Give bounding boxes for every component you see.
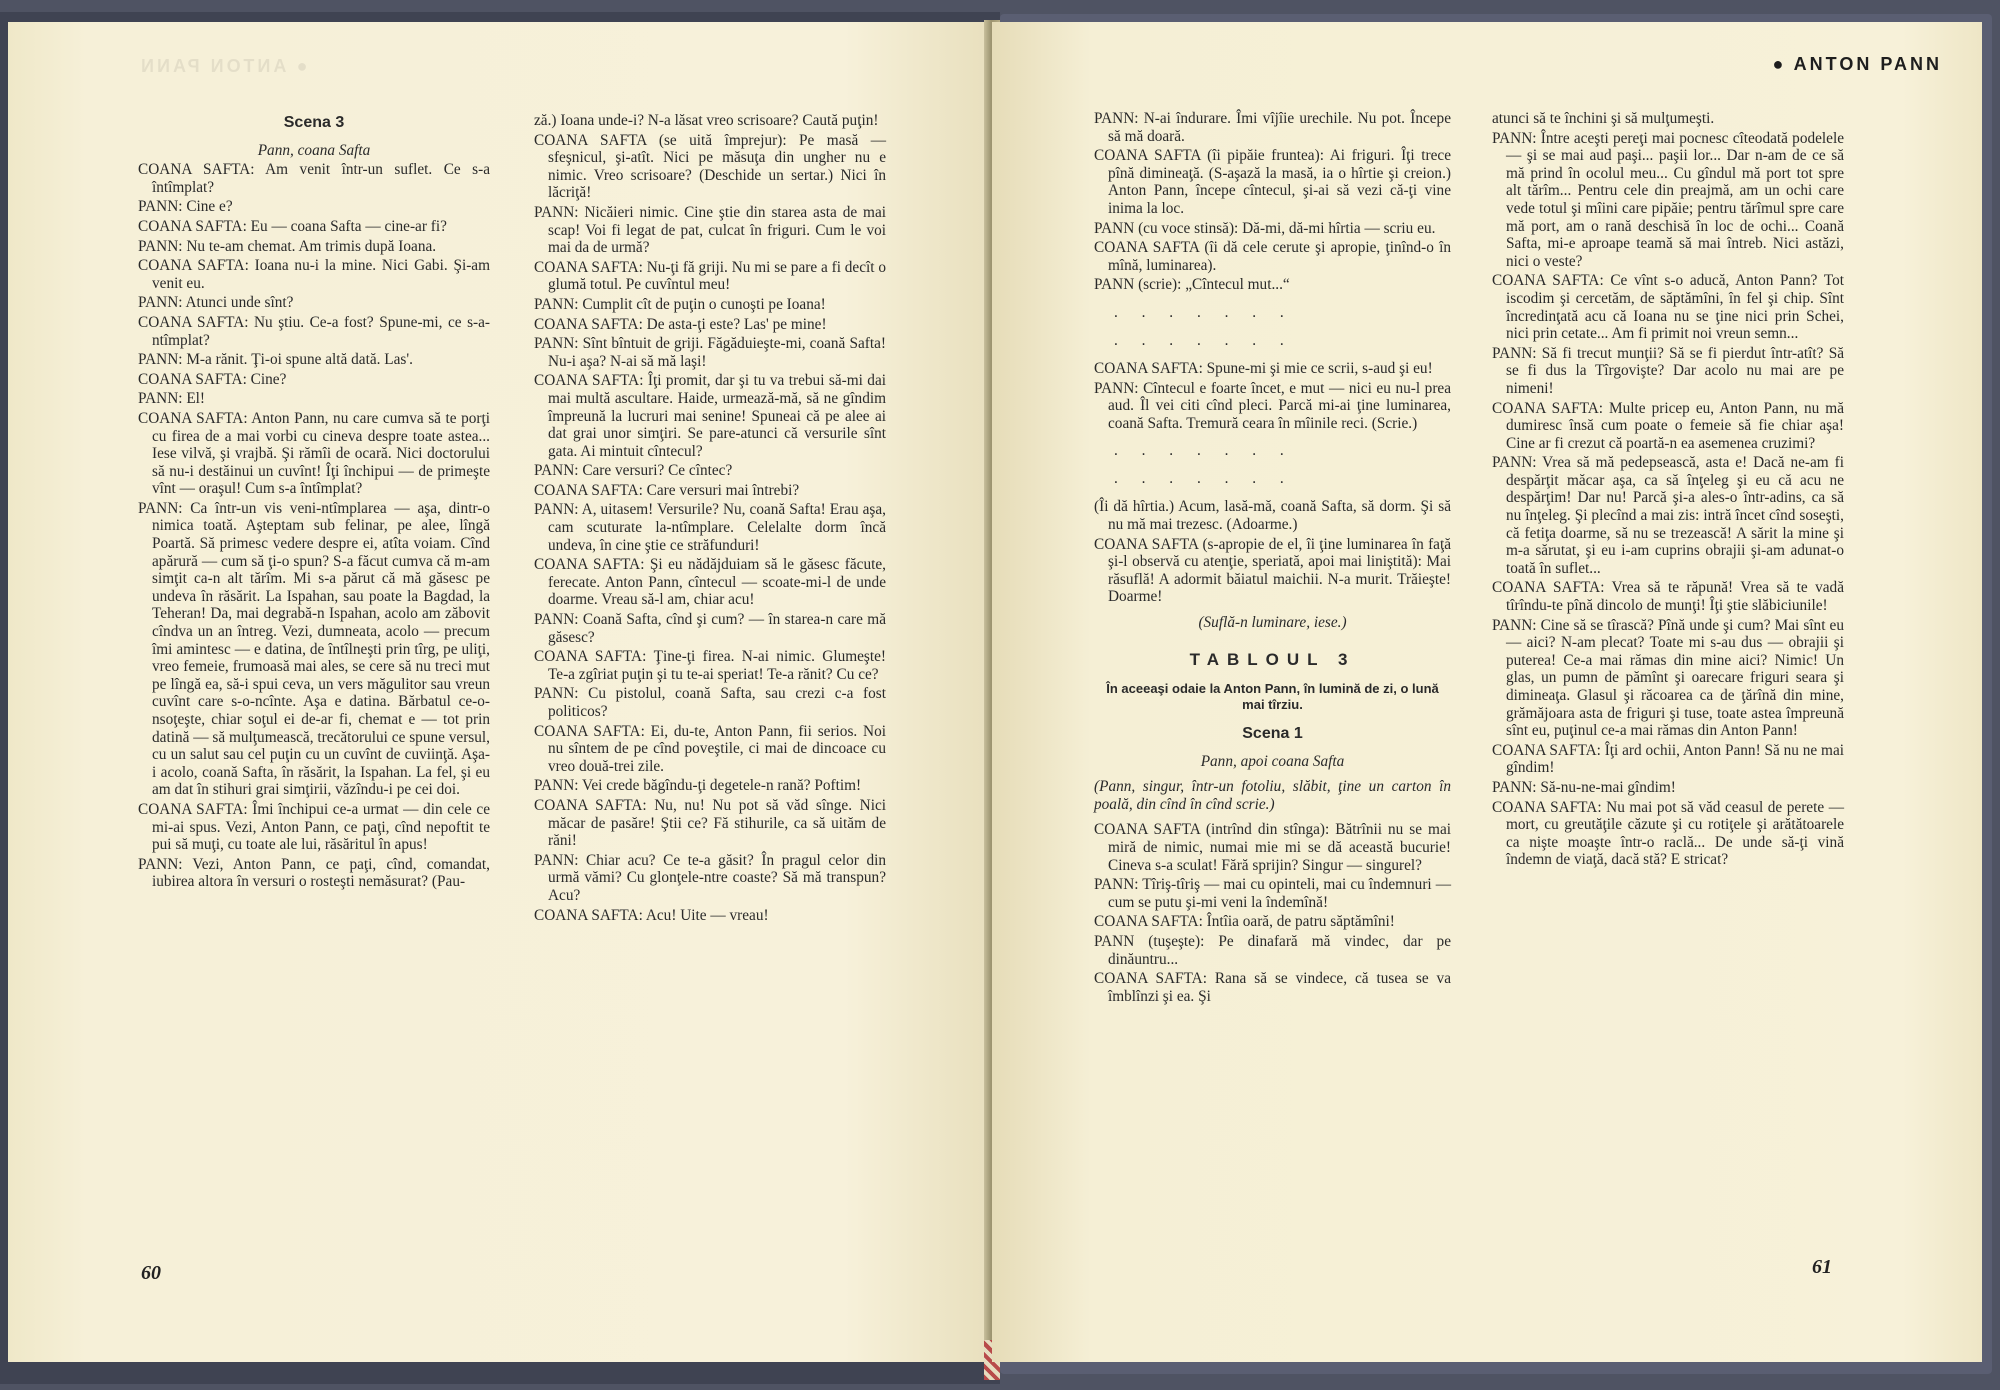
scene-heading: Scena 3 xyxy=(283,114,345,131)
dialogue-line: PANN (cu voce stinsă): Dă-mi, dă-mi hîrtia — scriu eu. xyxy=(1094,219,1436,237)
dialogue-line: PANN (scrie): „Cîntecul mut...“ xyxy=(1094,276,1290,294)
ellipsis-row: . . . . . . . xyxy=(1114,470,1294,488)
dialogue-line: PANN: Vrea să mă pedepsească, asta e! Dacă ne-am fi despărţit măcar aşa, ca să înţeleg şi eu că acu ne despărţim! Dar nu! Parcă şi-a ales-o într-adins, ca să nu înţeleg. Şi plecînd a mai zis: intră încet cînd soseşti, că fetiţa doarme, să nu se trezească! A sărit la mine şi m-a sărutat, şi eu i-am cuprins obrajii şi-am adunat-o toată în suflet... xyxy=(1492,454,1844,577)
dialogue-line: COANA SAFTA: Care versuri mai întrebi? xyxy=(534,481,800,499)
dialogue-line: COANA SAFTA: Spune-mi şi mie ce scrii, s-aud şi eu! xyxy=(1094,359,1433,377)
left-page xyxy=(8,22,992,1362)
dialogue-line: COANA SAFTA: Ţine-ţi firea. N-ai nimic. Glumeşte! Te-a zgîriat puţin şi tu te-ai speriat! Te-a rănit? Cu ce? xyxy=(534,648,886,683)
dialogue-line: COANA SAFTA: Am venit într-un suflet. Ce s-a întîmplat? xyxy=(138,161,490,196)
dialogue-line: COANA SAFTA (îi pipăie fruntea): Ai friguri. Îţi trece pînă dimineaţă. (S-aşază la masă, ia o hîrtie şi creion.) Anton Pann, începe cîntecul, şi-ai să vezi că-ţi vine inima la loc. xyxy=(1094,147,1451,217)
dialogue-line: COANA SAFTA: Îţi promit, dar şi tu va trebui să-mi dai mai multă ascultare. Haide, urmează-mă, să ne gîndim împreună la lucruri mai senine! Spuneai că pe alee ai dat grai unor simţiri. Se pare-atunci că versurile sînt gata. Ai mintuit cîntecul? xyxy=(534,372,886,460)
dialogue-line: atunci să te închini şi să mulţumeşti. xyxy=(1492,110,1715,127)
dialogue-line: COANA SAFTA: Nu mai pot să văd ceasul de perete — mort, cu greutăţile căzute şi cu rotiţele şi arătătoarele ca nişte moaşte într-o raclă... De unde să-ţi vină îndemn de viaţă, dacă stă? E stricat? xyxy=(1492,798,1844,869)
dialogue-line: COANA SAFTA: Multe pricep eu, Anton Pann, nu mă dumiresc însă cum poate o femeie să fie chiar aşa! Cine ar fi crezut că poartă-n ea asemenea cruzimi? xyxy=(1492,399,1844,452)
dialogue-line: COANA SAFTA: Ioana nu-i la mine. Nici Gabi. Şi-am venit eu. xyxy=(138,257,490,292)
dialogue-line: COANA SAFTA: Îmi închipui ce-a urmat — din cele ce mi-ai spus. Vezi, Anton Pann, ce paţi, cînd nepoftit te pui să muţi, cu toate ale lui, răsăritul în apus! xyxy=(138,800,490,854)
dialogue-line: PANN: Sînt bîntuit de griji. Făgăduieşte-mi, coană Safta! Nu-i aşa? N-ai să mă laşi! xyxy=(534,335,886,370)
scene-heading: Scena 1 xyxy=(1242,725,1303,743)
dialogue-line: PANN: Atunci unde sînt? xyxy=(138,294,294,312)
bleed-through-text: ● ANTON PANN xyxy=(138,56,308,76)
dialogue-line: PANN: Cumplit cît de puţin o cunoşti pe Ioana! xyxy=(534,295,826,313)
dialogue-line: PANN: Cîntecul e foarte încet, e mut — nici eu nu-l prea aud. Îl vei citi cînd pleci. Parcă mi-ai ţine luminarea, coană Safta. Tremură ceara în mîinile reci. (Scrie.) xyxy=(1094,379,1451,432)
dialogue-line: COANA SAFTA: Anton Pann, nu care cumva să te porţi cu firea de a mai vorbi cu cineva despre toate astea... Iese vilvă, şi vrajbă. Şi rămîi de ocară. Nici doctorului să nu-i destăinui un cuvînt! Îţi închipui — de primeşte vînt — oraşul! Cum s-a întîmplat? xyxy=(138,409,490,498)
left-page-column-2 xyxy=(534,112,886,926)
dialogue-line: COANA SAFTA: Nu ştiu. Ce-a fost? Spune-mi, ce s-a-ntîmplat? xyxy=(138,313,490,349)
ellipsis-row: . . . . . . . xyxy=(1114,331,1294,349)
ellipsis-row: . . . . . . . xyxy=(1114,303,1294,321)
dialogue-line: PANN: Între aceşti pereţi mai pocnesc cîteodată podelele — şi se mai aud paşi... paşii lor... Dar n-am de ce să mă prind în ocolul meu... Cu gîndul mă port tot spre alt tărîm... Pentru cele din preajmă, am un ochi care vede totul şi mîini care pipăie; pentru tărîmul spre care mă port, am o rană deschisă în loc de ochi... Coană Safta, mi-e aproape teamă să mai întreb. Nici astăzi, nici o veste? xyxy=(1492,129,1844,270)
dialogue-line: PANN: Ca într-un vis veni-ntîmplarea — aşa, dintr-o nimica toată. Aşteptam sub felinar, pe alee, lîngă Poartă. Să primesc vedere despre ei, atîta voiam. Cînd apărură — cum să ţi-o spun? S-a făcut cumva că m-am simţit ca-n alt tărîm. Mi s-a părut că mă găsesc pe undeva în răsărit. La Ispahan, sau poate la Bagdad, la Teheran! Da, mai degrabă-n Ispahan, acolo am zăbovit cîndva un an întreg. Vezi, dumneata, acolo — precum îmi amintesc — e datina, de întîlneşti prin tîrg, pe uliţi, vreo femeie, frumoasă mai ales, se cere să nu treci mut pe lîngă ea, să-i spui ceva, un vers măgulitor sau vreun cuvînt care s-o-ncînte. Aşa e datina. Bărbatul ce-o-nsoţeşte, chiar soţul ei de-ar fi, chemat e — tot prin datină — să mulţumească, trecătorului ce spune versul, cu un salut sau cel puţin cu un cuvînt de cuviinţă. Aşa-i acolo, coană Safta, în răsărit, la Ispahan. La fel, şi eu am dat în stihuri grai simţirii, văzîndu-i pe cei doi. xyxy=(138,499,490,799)
dialogue-line: PANN: Vezi, Anton Pann, ce paţi, cînd, comandat, iubirea altora în versuri o rosteşti nemăsurat? (Pau- xyxy=(138,855,490,891)
dialogue-line: COANA SAFTA: Nu-ţi fă griji. Nu mi se pare a fi decît o glumă totul. Pe cuvîntul meu! xyxy=(534,258,886,294)
stage-direction: (Pann, singur, într-un fotoliu, slăbit, ţine un carton în poală, din cînd în cînd scrie.) xyxy=(1094,778,1451,813)
dialogue-line: COANA SAFTA (se uită împrejur): Pe masă — sfeşnicul, şi-atît. Nici pe măsuţa din ungher nu e nimic. Vreo scrisoare? (Deschide un sertar.) Nici în lăcriţă! xyxy=(534,131,886,202)
dialogue-line: COANA SAFTA: De asta-ţi este? Las' pe mine! xyxy=(534,315,827,333)
left-page-column-1 xyxy=(138,114,490,893)
dialogue-line: PANN: Să fi trecut munţii? Să se fi pierdut într-atît? Să se fi dus la Tîrgovişte? Dar acolo nu mai are pe nimeni! xyxy=(1492,344,1844,397)
ellipsis-row: . . . . . . . xyxy=(1114,442,1294,460)
dialogue-line: COANA SAFTA: Ei, du-te, Anton Pann, fii serios. Noi nu sîntem de pe cînd poveştile, ci mai de dincoace cu vreo două-trei zile. xyxy=(534,722,886,775)
dialogue-line: COANA SAFTA: Rana să se vindece, că tusea se va îmblînzi şi ea. Şi xyxy=(1094,970,1451,1005)
dialogue-line: PANN: Să-nu-ne-mai gîndim! xyxy=(1492,778,1676,796)
running-head: ● ANTON PANN xyxy=(1772,54,1942,74)
dialogue-line: COANA SAFTA: Ce vînt s-o aducă, Anton Pann? Tot iscodim şi cercetăm, de săptămîni, în fel şi chip. Sînt încredinţată acu că Ioana nu se ţine nici prin Schei, nici prin cetate... Am fi primit noi vreun semn... xyxy=(1492,272,1844,343)
dialogue-line: PANN: Cine să se tîrască? Pînă unde şi cum? Mai sînt eu — aici? N-am plecat? Toate mi s-au dus — obrajii şi puterea! Ce-a mai rămas din mine aici? Nimic! Un glas, un pumn de pămînt şi oarecare friguri seara şi dimineaţa. Glasul şi răcoarea ca de ţărînă din mine, grămăjoara asta de friguri şi tuse, toate astea împreună sînt eu, puţinul ce-a mai rămas din Anton Pann! xyxy=(1492,616,1844,740)
dialogue-line: (Îi dă hîrtia.) Acum, lasă-mă, coană Safta, să dorm. Şi să nu mă mai trezesc. (Adoarme.) xyxy=(1094,498,1451,533)
dialogue-line: PANN: N-ai îndurare. Îmi vîjîie urechile. Nu pot. Începe să mă doară. xyxy=(1094,110,1451,145)
dialogue-line: COANA SAFTA: Întîia oară, de patru săptămîni! xyxy=(1094,913,1395,931)
dialogue-line: COANA SAFTA (îi dă cele cerute şi apropie, ţinînd-o în mînă, luminarea). xyxy=(1094,239,1451,274)
dialogue-line: PANN (tuşeşte): Pe dinafară mă vindec, dar pe dinăuntru... xyxy=(1094,933,1451,968)
tablou-heading: TABLOUL 3 xyxy=(1189,650,1356,670)
dialogue-line: COANA SAFTA (s-apropie de el, îi ţine luminarea în faţă şi-l observă cu atenţie, speriată, apoi mai liniştită): Mai răsuflă! A adormit băiatul maichii. N-a murit. Trăieşte! Doarme! xyxy=(1094,535,1451,606)
dialogue-line: COANA SAFTA: Acu! Uite — vreau! xyxy=(534,906,769,924)
dialogue-line: PANN: Care versuri? Ce cîntec? xyxy=(534,462,733,480)
right-page xyxy=(992,22,1982,1362)
dialogue-line: PANN: M-a rănit. Ţi-oi spune altă dată. Las'. xyxy=(138,351,413,369)
page-number-right: 61 xyxy=(1812,1256,1832,1278)
dialogue-line: COANA SAFTA: Vrea să te răpună! Vrea să te vadă tîrîndu-te pînă dincolo de munţi! Îţi ştie slăbiciunile! xyxy=(1492,579,1844,615)
dialogue-line: COANA SAFTA: Eu — coana Safta — cine-ar fi? xyxy=(138,217,447,235)
dialogue-line: PANN: Cine e? xyxy=(138,198,233,216)
stage-direction: (Suflă-n luminare, iese.) xyxy=(1198,613,1347,631)
dialogue-line: PANN: Coană Safta, cînd şi cum? — în starea-n care mă găsesc? xyxy=(534,611,886,646)
dialogue-line: COANA SAFTA: Nu, nu! Nu pot să văd sînge. Nici măcar de pasăre! Ştii ce? Fă stihurile, ca să uităm de răni! xyxy=(534,796,886,850)
tablou-setting: În aceeaşi odaie la Anton Pann, în lumină de zi, o lună mai tîrziu. xyxy=(1106,681,1439,713)
dialogue-line: PANN: El! xyxy=(138,390,206,408)
dialogue-line: PANN: Nicăieri nimic. Cine ştie din starea asta de mai scap! Voi fi legat de pat, culcat în friguri. Cum le voi mai da de urmă? xyxy=(534,203,886,257)
right-page-column-2 xyxy=(1492,110,1844,871)
dialogue-line: COANA SAFTA: Cine? xyxy=(138,370,287,388)
scene-cast: Pann, apoi coana Safta xyxy=(1200,752,1345,770)
dialogue-line: COANA SAFTA: Şi eu nădăjduiam să le găsesc făcute, ferecate. Anton Pann, cîntecul — scoate-mi-l de unde doarme. Vreau să-l am, chiar acu! xyxy=(534,556,886,609)
dialogue-line: PANN: A, uitasem! Versurile? Nu, coană Safta! Erau aşa, cam scuturate la-ntîmplare. Celelalte dorm încă undeva, în cine ştie ce străfunduri! xyxy=(534,501,886,554)
dialogue-line: PANN: Tîriş-tîriş — mai cu opinteli, mai cu îndemnuri — cum se putu şi-mi veni la îndemînă! xyxy=(1094,876,1451,911)
scene-cast: Pann, coana Safta xyxy=(257,141,371,159)
dialogue-line: COANA SAFTA: Îţi ard ochii, Anton Pann! Să nu ne mai gîndim! xyxy=(1492,741,1844,777)
dialogue-line: PANN: Cu pistolul, coană Safta, sau crezi c-a fost politicos? xyxy=(534,685,886,720)
dialogue-line: PANN: Vei crede băgîndu-ţi degetele-n rană? Poftim! xyxy=(534,777,862,795)
dialogue-line: PANN: Chiar acu? Ce te-a găsit? În pragul celor din urmă vămi? Cu glonţele-ntre coaste? Să mă transpun? Acu? xyxy=(534,851,886,904)
page-number-left: 60 xyxy=(141,1262,161,1284)
dialogue-line: PANN: Nu te-am chemat. Am trimis după Ioana. xyxy=(138,237,437,255)
dialogue-line: ză.) Ioana unde-i? N-a lăsat vreo scrisoare? Caută puţin! xyxy=(534,112,879,129)
dialogue-line: COANA SAFTA (intrînd din stînga): Bătrînii nu se mai miră de nimic, numai mie mi se dă această bucurie! Cineva s-a sculat! Fără sprijin? Singur — singurel? xyxy=(1094,821,1451,874)
right-page-column-1 xyxy=(1094,110,1451,1007)
